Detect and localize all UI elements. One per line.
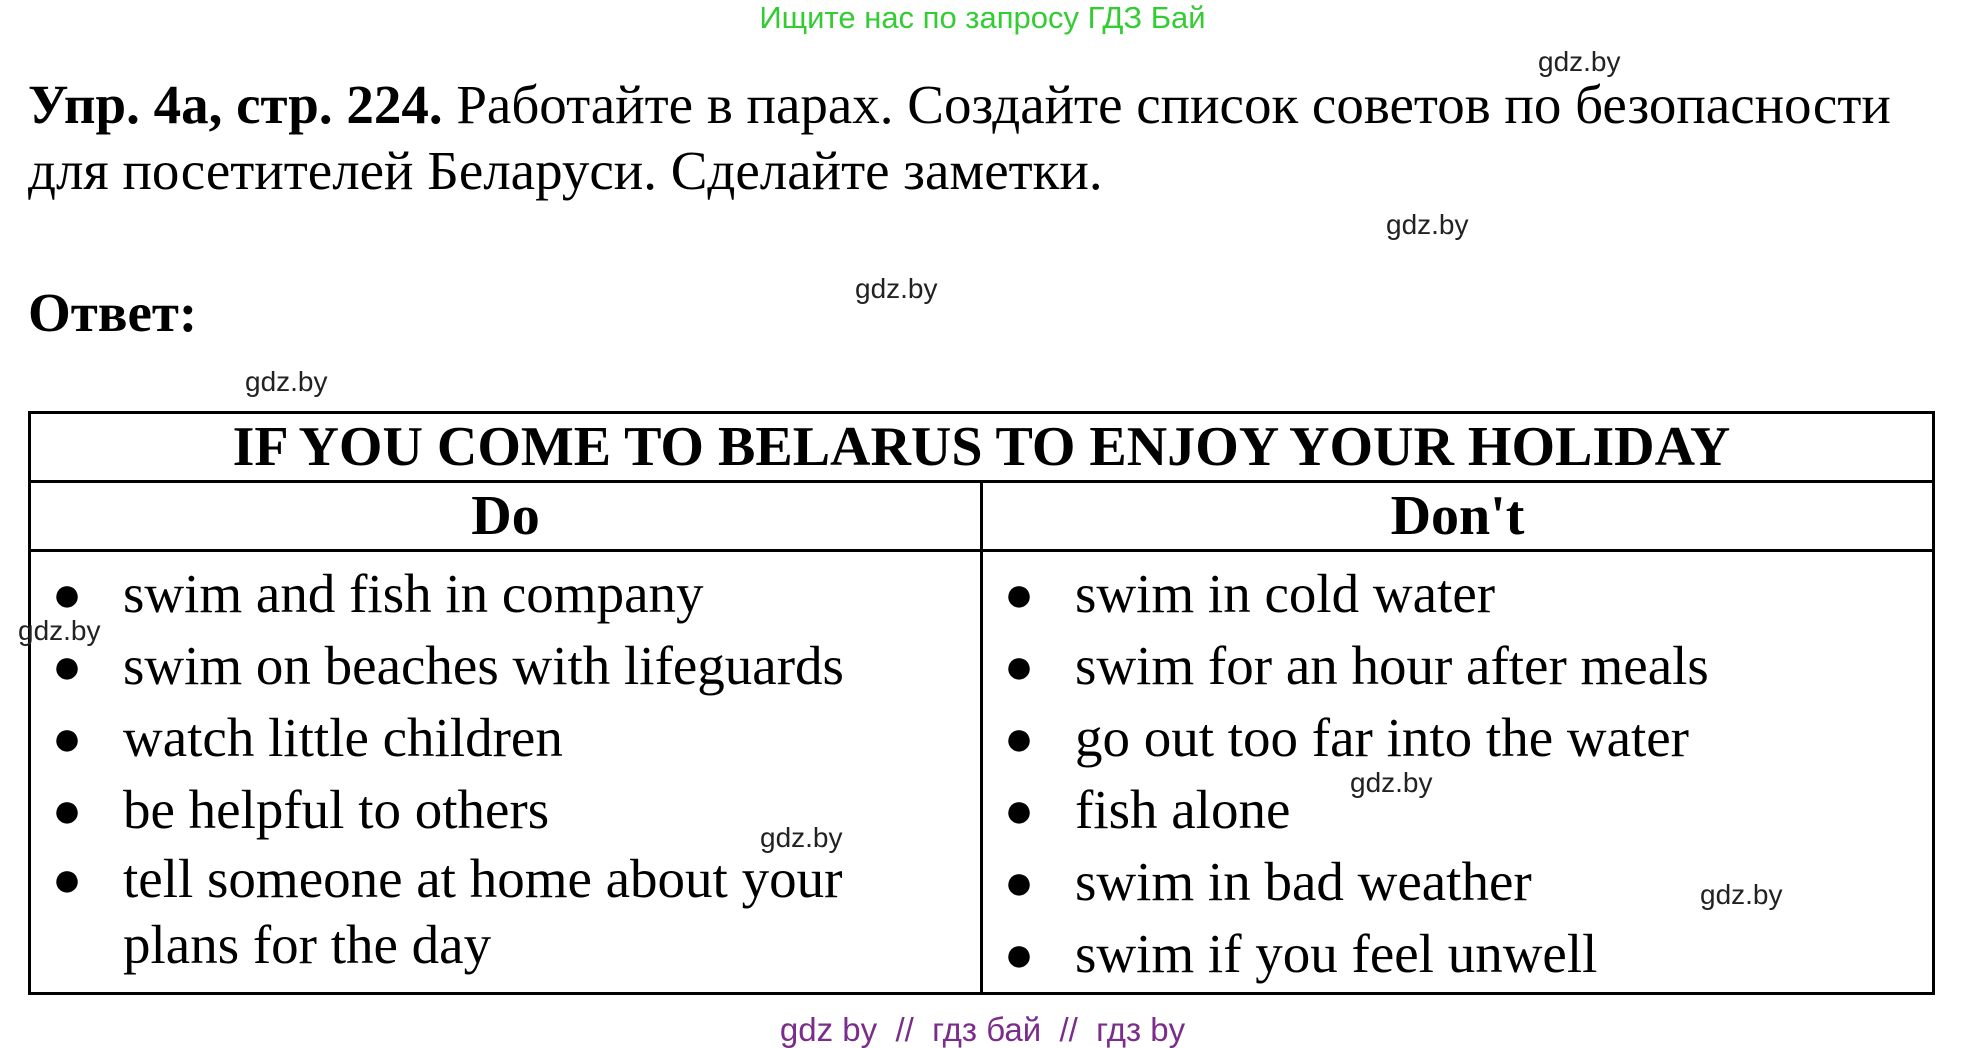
bullet-icon: ●: [1003, 710, 1035, 766]
do-list: [31, 558, 980, 978]
list-item: [983, 558, 1932, 630]
dont-list: [983, 558, 1932, 990]
dont-item-text: swim in bad weather: [1075, 851, 1532, 912]
footer: gdz by // гдз бай // гдз by: [779, 1011, 1186, 1048]
dont-item-text: go out too far into the water: [1075, 707, 1689, 768]
list-item: [983, 630, 1932, 702]
list-item: [983, 918, 1932, 990]
do-item-text: watch little children: [123, 707, 563, 768]
bullet-icon: ●: [51, 638, 83, 694]
list-item: [31, 558, 980, 630]
do-cell: [30, 551, 982, 994]
bullet-icon: ●: [51, 851, 83, 907]
watermark: gdz.by: [1538, 46, 1621, 77]
dont-cell: [982, 551, 1934, 994]
top-banner: Ищите нас по запросу ГДЗ Бай: [759, 0, 1206, 35]
dont-column-header: Don't: [982, 482, 1934, 551]
bullet-icon: ●: [51, 566, 83, 622]
watermark: gdz.by: [760, 822, 843, 853]
task-label: Упр. 4а, стр. 224.: [28, 74, 443, 135]
watermark: gdz.by: [1350, 767, 1433, 798]
watermark: gdz.by: [855, 273, 938, 304]
watermark: gdz.by: [1386, 209, 1469, 240]
dont-item-text: swim if you feel unwell: [1075, 923, 1598, 984]
do-column-header: Do: [30, 482, 982, 551]
do-item-text: swim and fish in company: [123, 563, 704, 624]
bullet-icon: ●: [1003, 638, 1035, 694]
list-item: [31, 630, 980, 702]
do-item-text: swim on beaches with lifeguards: [123, 635, 844, 696]
safety-tips-table: [28, 411, 1935, 995]
do-item-text: be helpful to others: [123, 779, 550, 840]
task-text: Работайте в парах. Создайте список советов по безопасности для посетителей Беларуси. Сделайте заметки.: [28, 74, 1891, 201]
list-item: [31, 846, 980, 978]
watermark: gdz.by: [245, 366, 328, 397]
bullet-icon: ●: [1003, 566, 1035, 622]
watermark: gdz.by: [1700, 879, 1783, 910]
list-item: [983, 846, 1932, 918]
answer-label: Ответ:: [28, 282, 198, 343]
dont-item-text: swim in cold water: [1075, 563, 1496, 624]
bullet-icon: ●: [1003, 782, 1035, 838]
dont-item-text: swim for an hour after meals: [1075, 635, 1709, 696]
watermark: gdz.by: [18, 615, 101, 646]
bullet-icon: ●: [51, 782, 83, 838]
list-item: [983, 774, 1932, 846]
do-item-text: tell someone at home about your plans for the day: [123, 848, 843, 975]
bullet-icon: ●: [51, 710, 83, 766]
bullet-icon: ●: [1003, 926, 1035, 982]
list-item: [31, 702, 980, 774]
list-item: [983, 702, 1932, 774]
bullet-icon: ●: [1003, 854, 1035, 910]
table-heading: IF YOU COME TO BELARUS TO ENJOY YOUR HOLIDAY: [30, 413, 1934, 482]
dont-item-text: fish alone: [1075, 779, 1291, 840]
task-statement: [28, 72, 1928, 204]
